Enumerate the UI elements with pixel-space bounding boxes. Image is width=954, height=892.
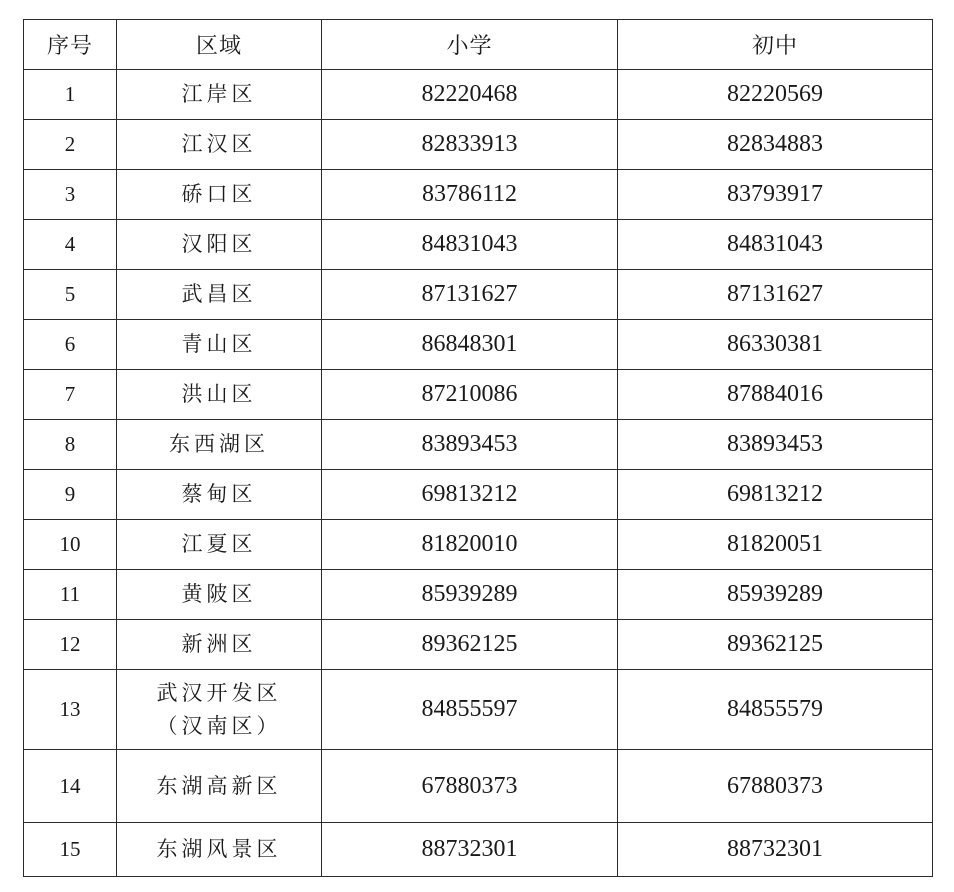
serial-number-cell: 4 (24, 220, 117, 270)
header-middle-school: 初中 (618, 20, 933, 70)
table-row (24, 570, 933, 620)
primary-phone-cell: 69813212 (322, 470, 618, 520)
region-name: 洪山区 (181, 382, 257, 407)
region-cell (117, 370, 322, 420)
region-cell (117, 70, 322, 120)
region-name: 东湖风景区 (156, 837, 282, 862)
region-name-secondary: （汉南区） (156, 713, 282, 738)
middle-phone-cell: 82834883 (618, 120, 933, 170)
middle-phone-cell: 69813212 (618, 470, 933, 520)
middle-phone-cell: 86330381 (618, 320, 933, 370)
region-cell (117, 420, 322, 470)
phone-table (23, 19, 933, 877)
region-name: 武汉开发区 (156, 680, 282, 705)
serial-number-cell: 3 (24, 170, 117, 220)
serial-number-cell: 11 (24, 570, 117, 620)
serial-number-cell: 9 (24, 470, 117, 520)
table-row (24, 220, 933, 270)
middle-phone-cell: 88732301 (618, 823, 933, 877)
region-name: 新洲区 (181, 632, 257, 657)
serial-number-cell: 10 (24, 520, 117, 570)
primary-phone-cell: 82833913 (322, 120, 618, 170)
table-row (24, 670, 933, 750)
middle-phone-cell: 84855579 (618, 670, 933, 750)
serial-number-cell: 14 (24, 750, 117, 823)
region-name: 黄陂区 (181, 582, 257, 607)
header-region: 区域 (117, 20, 322, 70)
primary-phone-cell: 67880373 (322, 750, 618, 823)
serial-number-cell: 1 (24, 70, 117, 120)
primary-phone-cell: 82220468 (322, 70, 618, 120)
table-row (24, 750, 933, 823)
region-cell (117, 570, 322, 620)
table-row (24, 520, 933, 570)
header-serial-number: 序号 (24, 20, 117, 70)
middle-phone-cell: 87131627 (618, 270, 933, 320)
primary-phone-cell: 87210086 (322, 370, 618, 420)
region-name: 蔡甸区 (181, 482, 257, 507)
table-row (24, 270, 933, 320)
primary-phone-cell: 89362125 (322, 620, 618, 670)
serial-number-cell: 15 (24, 823, 117, 877)
region-name: 东西湖区 (169, 432, 269, 457)
primary-phone-cell: 81820010 (322, 520, 618, 570)
header-primary-school: 小学 (322, 20, 618, 70)
primary-phone-cell: 84855597 (322, 670, 618, 750)
primary-phone-cell: 85939289 (322, 570, 618, 620)
region-name: 青山区 (181, 332, 257, 357)
region-name: 汉阳区 (181, 232, 257, 257)
region-cell (117, 470, 322, 520)
region-cell (117, 670, 322, 750)
table-row (24, 170, 933, 220)
table-row (24, 823, 933, 877)
region-name: 硚口区 (181, 182, 257, 207)
region-name: 武昌区 (181, 282, 257, 307)
region-cell (117, 823, 322, 877)
middle-phone-cell: 83893453 (618, 420, 933, 470)
region-cell (117, 220, 322, 270)
region-cell (117, 620, 322, 670)
table-row (24, 620, 933, 670)
table-row (24, 470, 933, 520)
middle-phone-cell: 82220569 (618, 70, 933, 120)
primary-phone-cell: 86848301 (322, 320, 618, 370)
middle-phone-cell: 67880373 (618, 750, 933, 823)
primary-phone-cell: 88732301 (322, 823, 618, 877)
primary-phone-cell: 83786112 (322, 170, 618, 220)
region-cell (117, 120, 322, 170)
middle-phone-cell: 81820051 (618, 520, 933, 570)
primary-phone-cell: 87131627 (322, 270, 618, 320)
table-row (24, 120, 933, 170)
table-row (24, 320, 933, 370)
primary-phone-cell: 83893453 (322, 420, 618, 470)
serial-number-cell: 13 (24, 670, 117, 750)
table-row (24, 370, 933, 420)
region-cell (117, 270, 322, 320)
middle-phone-cell: 83793917 (618, 170, 933, 220)
region-name: 江汉区 (181, 132, 257, 157)
serial-number-cell: 12 (24, 620, 117, 670)
table-header-row (24, 20, 933, 70)
region-cell (117, 750, 322, 823)
serial-number-cell: 2 (24, 120, 117, 170)
region-name: 东湖高新区 (156, 773, 282, 798)
region-cell (117, 520, 322, 570)
region-name: 江夏区 (181, 532, 257, 557)
middle-phone-cell: 87884016 (618, 370, 933, 420)
middle-phone-cell: 89362125 (618, 620, 933, 670)
region-cell (117, 170, 322, 220)
middle-phone-cell: 85939289 (618, 570, 933, 620)
middle-phone-cell: 84831043 (618, 220, 933, 270)
table-row (24, 420, 933, 470)
region-cell (117, 320, 322, 370)
primary-phone-cell: 84831043 (322, 220, 618, 270)
table-row (24, 70, 933, 120)
table-body (24, 70, 933, 877)
region-name: 江岸区 (181, 82, 257, 107)
serial-number-cell: 8 (24, 420, 117, 470)
serial-number-cell: 5 (24, 270, 117, 320)
serial-number-cell: 6 (24, 320, 117, 370)
serial-number-cell: 7 (24, 370, 117, 420)
